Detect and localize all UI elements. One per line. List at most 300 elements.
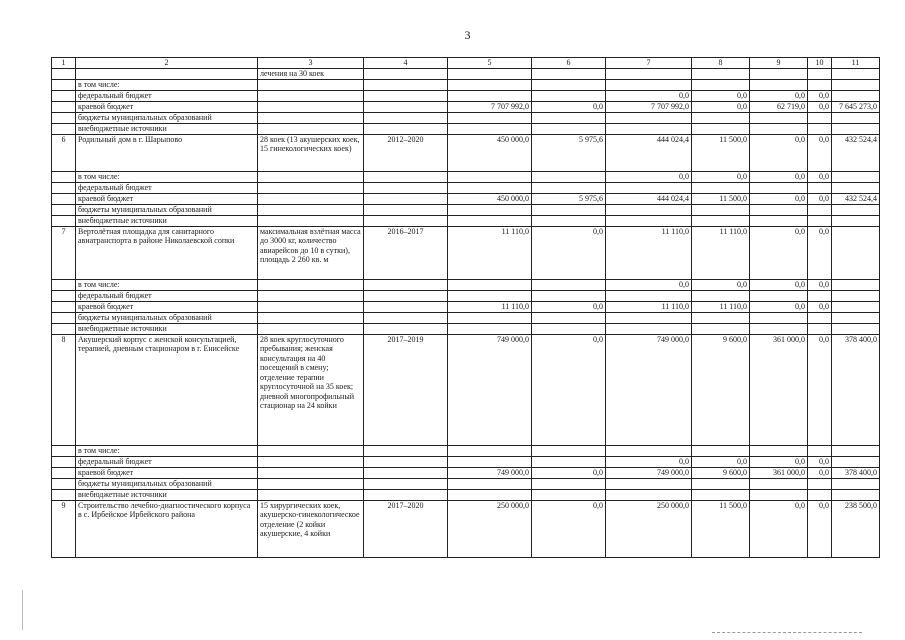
table-cell: 432 524,4 (832, 193, 880, 204)
table-cell: краевой бюджет (76, 193, 258, 204)
header-row (52, 58, 880, 69)
table-cell (692, 323, 750, 334)
table-cell: 11 110,0 (448, 226, 532, 279)
table-cell: 11 110,0 (692, 301, 750, 312)
table-cell (448, 123, 532, 134)
table-cell (832, 204, 880, 215)
table-row (52, 445, 880, 456)
table-cell (832, 290, 880, 301)
table-cell (448, 478, 532, 489)
table-cell (448, 445, 532, 456)
table-cell: 0,0 (532, 101, 606, 112)
table-cell: бюджеты муниципальных образований (76, 112, 258, 123)
table-cell (364, 90, 448, 101)
table-cell (692, 79, 750, 90)
table-cell: внебюджетные источники (76, 215, 258, 226)
table-cell (364, 193, 448, 204)
table-cell: 378 400,0 (832, 467, 880, 478)
table-cell: внебюджетные источники (76, 123, 258, 134)
table-cell: 0,0 (750, 456, 808, 467)
table-cell: 11 500,0 (692, 134, 750, 171)
table-cell (448, 68, 532, 79)
table-cell (808, 323, 832, 334)
table-cell: 11 110,0 (606, 226, 692, 279)
table-row (52, 323, 880, 334)
table-cell (832, 312, 880, 323)
table-cell: 28 коек круглосуточного пребывания; женская консультация на 40 посещений в смену; отделение терапии круглосуточной на 35 коек; дневной многопрофильный стационар на 24 койки (258, 334, 364, 445)
table-cell: 5 975,6 (532, 193, 606, 204)
table-cell: 2012–2020 (364, 134, 448, 171)
table-cell: краевой бюджет (76, 301, 258, 312)
table-cell (258, 445, 364, 456)
table-cell: Акушерский корпус с женской консультацией, терапией, дневным стационаром в г. Енисейске (76, 334, 258, 445)
table-cell (258, 171, 364, 182)
table-cell (364, 445, 448, 456)
table-cell (52, 193, 76, 204)
table-cell (808, 112, 832, 123)
table-cell: 62 719,0 (750, 101, 808, 112)
table-cell: 0,0 (808, 279, 832, 290)
table-cell: 8 (52, 334, 76, 445)
table-cell (750, 215, 808, 226)
table-cell (364, 123, 448, 134)
table-cell (532, 478, 606, 489)
table-cell (448, 456, 532, 467)
table-cell (750, 290, 808, 301)
budget-table (51, 57, 880, 558)
table-cell: краевой бюджет (76, 467, 258, 478)
table-cell (832, 456, 880, 467)
table-cell (364, 182, 448, 193)
table-cell (258, 312, 364, 323)
table-cell (258, 290, 364, 301)
column-header: 11 (832, 58, 880, 69)
table-cell (750, 489, 808, 500)
table-cell (448, 79, 532, 90)
table-cell (832, 215, 880, 226)
column-header: 3 (258, 58, 364, 69)
footer-line (712, 632, 862, 633)
table-cell (52, 478, 76, 489)
table-cell (364, 112, 448, 123)
table-cell: 11 110,0 (606, 301, 692, 312)
table-cell (692, 445, 750, 456)
table-cell (532, 182, 606, 193)
table-cell (808, 215, 832, 226)
table-cell (692, 68, 750, 79)
table-cell (364, 467, 448, 478)
table-cell (606, 478, 692, 489)
column-header: 2 (76, 58, 258, 69)
table-cell: 0,0 (750, 226, 808, 279)
table-cell (448, 204, 532, 215)
table-cell: 0,0 (808, 226, 832, 279)
column-header: 1 (52, 58, 76, 69)
table-cell: 0,0 (692, 101, 750, 112)
table-cell (606, 112, 692, 123)
table-cell: 0,0 (532, 301, 606, 312)
table-cell (692, 123, 750, 134)
table-cell (258, 204, 364, 215)
table-cell (52, 290, 76, 301)
table-cell (832, 112, 880, 123)
table-cell: 9 600,0 (692, 334, 750, 445)
table-row (52, 478, 880, 489)
table-cell: 749 000,0 (606, 467, 692, 478)
table-cell (606, 290, 692, 301)
scan-margin-mark (22, 590, 23, 630)
table-cell (532, 123, 606, 134)
table-cell (808, 79, 832, 90)
table-cell (692, 290, 750, 301)
table-cell (52, 456, 76, 467)
column-header: 4 (364, 58, 448, 69)
table-cell (52, 279, 76, 290)
column-header: 5 (448, 58, 532, 69)
column-header: 6 (532, 58, 606, 69)
table-cell: 0,0 (750, 301, 808, 312)
table-cell (258, 79, 364, 90)
table-row (52, 101, 880, 112)
table-cell: бюджеты муниципальных образований (76, 312, 258, 323)
table-cell (606, 68, 692, 79)
table-cell: 11 110,0 (448, 301, 532, 312)
table-cell: 11 500,0 (692, 193, 750, 204)
table-cell (258, 467, 364, 478)
table-cell (832, 279, 880, 290)
table-cell (808, 290, 832, 301)
table-cell: 432 524,4 (832, 134, 880, 171)
table-cell: Вертолётная площадка для санитарного авиатранспорта в районе Николаевской сопки (76, 226, 258, 279)
table-row (52, 68, 880, 79)
table-row (52, 171, 880, 182)
table-cell (448, 290, 532, 301)
table-cell: 0,0 (750, 171, 808, 182)
table-cell: 15 хирургических коек, акушерско-гинекологическое отделение (2 койки акушерские, 4 койки (258, 500, 364, 557)
table-cell: 0,0 (808, 500, 832, 557)
table-cell: 2017–2019 (364, 334, 448, 445)
table-cell (364, 171, 448, 182)
table-cell (448, 90, 532, 101)
table-cell (448, 279, 532, 290)
table-cell (258, 489, 364, 500)
table-cell (364, 204, 448, 215)
table-cell: 0,0 (750, 279, 808, 290)
table-cell: 7 707 992,0 (448, 101, 532, 112)
table-cell (364, 489, 448, 500)
table-row (52, 500, 880, 557)
table-cell (750, 312, 808, 323)
table-cell (52, 445, 76, 456)
table-cell (258, 193, 364, 204)
table-cell (750, 123, 808, 134)
table-cell (364, 68, 448, 79)
table-row (52, 90, 880, 101)
table-cell (364, 279, 448, 290)
table-cell: 6 (52, 134, 76, 171)
table-cell (606, 323, 692, 334)
table-cell: 0,0 (692, 279, 750, 290)
table-cell (258, 112, 364, 123)
table-cell (532, 323, 606, 334)
table-cell (258, 182, 364, 193)
table-cell: 0,0 (606, 90, 692, 101)
table-cell (52, 323, 76, 334)
table-cell (364, 290, 448, 301)
table-row (52, 456, 880, 467)
table-cell: 0,0 (606, 171, 692, 182)
table-cell (258, 478, 364, 489)
table-cell (258, 90, 364, 101)
table-cell (606, 489, 692, 500)
table-cell: лечения на 30 коек (258, 68, 364, 79)
table-cell: 0,0 (692, 171, 750, 182)
table-cell (832, 123, 880, 134)
table-cell: 0,0 (808, 467, 832, 478)
table-cell (52, 101, 76, 112)
table-cell (606, 79, 692, 90)
page-number: 3 (464, 28, 471, 42)
table-cell (808, 445, 832, 456)
table-row (52, 279, 880, 290)
table-cell (808, 204, 832, 215)
table-cell (692, 312, 750, 323)
table-cell (532, 90, 606, 101)
table-cell (750, 79, 808, 90)
table-cell: в том числе: (76, 79, 258, 90)
table-cell: 238 500,0 (832, 500, 880, 557)
table-cell (52, 301, 76, 312)
table-row (52, 226, 880, 279)
table-cell (808, 312, 832, 323)
table-cell: краевой бюджет (76, 101, 258, 112)
table-cell (832, 445, 880, 456)
table-cell (364, 101, 448, 112)
table-cell: 444 024,4 (606, 134, 692, 171)
table-row (52, 112, 880, 123)
table-cell (606, 445, 692, 456)
table-cell (532, 215, 606, 226)
table-row (52, 489, 880, 500)
table-cell (606, 182, 692, 193)
table-cell: 9 (52, 500, 76, 557)
table-cell (750, 323, 808, 334)
table-cell (832, 323, 880, 334)
table-cell: 28 коек (13 акушерских коек, 15 гинекологических коек) (258, 134, 364, 171)
table-cell (692, 204, 750, 215)
table-row (52, 312, 880, 323)
table-cell (532, 79, 606, 90)
table-cell: 361 000,0 (750, 334, 808, 445)
table-row (52, 193, 880, 204)
table-cell: 5 975,6 (532, 134, 606, 171)
table-cell (258, 101, 364, 112)
table-cell: 0,0 (808, 193, 832, 204)
table-cell (832, 478, 880, 489)
table-cell (52, 182, 76, 193)
table-cell: 0,0 (532, 467, 606, 478)
table-cell (750, 68, 808, 79)
table-cell (364, 456, 448, 467)
table-cell: 0,0 (750, 90, 808, 101)
table-cell (52, 68, 76, 79)
table-cell (808, 68, 832, 79)
table-cell: 0,0 (808, 171, 832, 182)
table-cell (364, 301, 448, 312)
table-row (52, 301, 880, 312)
table-cell (532, 68, 606, 79)
table-cell (364, 215, 448, 226)
table-cell: 749 000,0 (606, 334, 692, 445)
table-cell: 0,0 (750, 500, 808, 557)
table-cell (448, 215, 532, 226)
table-cell: 0,0 (750, 134, 808, 171)
table-cell: 0,0 (808, 334, 832, 445)
table-row (52, 182, 880, 193)
table-cell (258, 279, 364, 290)
table-cell (606, 312, 692, 323)
table-row (52, 123, 880, 134)
column-header: 9 (750, 58, 808, 69)
table-cell: 749 000,0 (448, 334, 532, 445)
table-cell (52, 489, 76, 500)
table-cell (448, 182, 532, 193)
table-cell: 749 000,0 (448, 467, 532, 478)
table-cell (832, 226, 880, 279)
table-cell: 250 000,0 (606, 500, 692, 557)
table-row (52, 290, 880, 301)
table-cell: 0,0 (532, 500, 606, 557)
table-cell: федеральный бюджет (76, 90, 258, 101)
table-cell: 2016–2017 (364, 226, 448, 279)
table-cell (832, 79, 880, 90)
table-cell (258, 323, 364, 334)
table-cell: 2017–2020 (364, 500, 448, 557)
table-cell (750, 204, 808, 215)
table-cell: 0,0 (808, 456, 832, 467)
table-cell: 0,0 (808, 301, 832, 312)
table-cell: в том числе: (76, 279, 258, 290)
table-cell: 0,0 (532, 226, 606, 279)
table-cell (832, 171, 880, 182)
table-cell (448, 323, 532, 334)
table-cell: 7 (52, 226, 76, 279)
table-cell: максимальная взлётная масса до 3000 кг, количество авиарейсов до 10 в сутки), площадь 2 260 кв. м (258, 226, 364, 279)
table-cell (448, 112, 532, 123)
table-cell: 378 400,0 (832, 334, 880, 445)
table-cell: Строительство лечебно-диагностического корпуса в с. Ирбейское Ирбейского района (76, 500, 258, 557)
table-cell (52, 171, 76, 182)
table-cell (364, 478, 448, 489)
column-header: 10 (808, 58, 832, 69)
table-row (52, 204, 880, 215)
table-cell: 0,0 (532, 334, 606, 445)
table-cell: в том числе: (76, 445, 258, 456)
table-cell: Родильный дом в г. Шарыпово (76, 134, 258, 171)
table-cell (692, 489, 750, 500)
column-header: 7 (606, 58, 692, 69)
table-cell (832, 90, 880, 101)
table-cell: 444 024,4 (606, 193, 692, 204)
table-cell (52, 90, 76, 101)
table-cell: федеральный бюджет (76, 456, 258, 467)
table-cell (692, 112, 750, 123)
table-cell (606, 123, 692, 134)
table-cell (532, 290, 606, 301)
table-cell: федеральный бюджет (76, 182, 258, 193)
table-cell: 7 707 992,0 (606, 101, 692, 112)
table-cell: 361 000,0 (750, 467, 808, 478)
table-cell (532, 456, 606, 467)
table-cell (808, 489, 832, 500)
table-cell (52, 215, 76, 226)
table-cell (448, 489, 532, 500)
table-cell: бюджеты муниципальных образований (76, 478, 258, 489)
table-cell (692, 478, 750, 489)
table-cell (750, 445, 808, 456)
table-cell (750, 182, 808, 193)
table-cell (52, 123, 76, 134)
table-cell (606, 215, 692, 226)
table-cell: 0,0 (750, 193, 808, 204)
table-cell: 0,0 (606, 279, 692, 290)
table-cell: 0,0 (808, 90, 832, 101)
table-cell (532, 171, 606, 182)
table-cell (532, 312, 606, 323)
table-cell: 0,0 (606, 456, 692, 467)
table-cell (76, 68, 258, 79)
table-row (52, 134, 880, 171)
table-cell (258, 215, 364, 226)
table-cell (808, 182, 832, 193)
table-cell (258, 456, 364, 467)
table-cell (750, 112, 808, 123)
table-cell: 450 000,0 (448, 134, 532, 171)
table-cell (364, 312, 448, 323)
table-cell: 9 600,0 (692, 467, 750, 478)
table-cell: 0,0 (808, 101, 832, 112)
table-cell: в том числе: (76, 171, 258, 182)
table-cell (52, 79, 76, 90)
table-cell (532, 112, 606, 123)
table-cell: федеральный бюджет (76, 290, 258, 301)
table-cell (808, 478, 832, 489)
table-cell: 450 000,0 (448, 193, 532, 204)
table-cell (364, 79, 448, 90)
table-cell (532, 279, 606, 290)
table-row (52, 467, 880, 478)
table-cell (52, 467, 76, 478)
table-cell: 0,0 (692, 90, 750, 101)
table-cell: 7 645 273,0 (832, 101, 880, 112)
table-cell (258, 301, 364, 312)
table-cell: 250 000,0 (448, 500, 532, 557)
table-cell (832, 182, 880, 193)
table-cell: 0,0 (808, 134, 832, 171)
table-cell: 0,0 (692, 456, 750, 467)
table-cell (52, 204, 76, 215)
table-cell (448, 171, 532, 182)
table-cell (832, 68, 880, 79)
table-cell: внебюджетные источники (76, 489, 258, 500)
table-cell (532, 204, 606, 215)
table-cell (364, 323, 448, 334)
table-cell (52, 112, 76, 123)
table-cell (832, 489, 880, 500)
table-cell (258, 123, 364, 134)
table-cell: внебюджетные источники (76, 323, 258, 334)
table-cell: бюджеты муниципальных образований (76, 204, 258, 215)
